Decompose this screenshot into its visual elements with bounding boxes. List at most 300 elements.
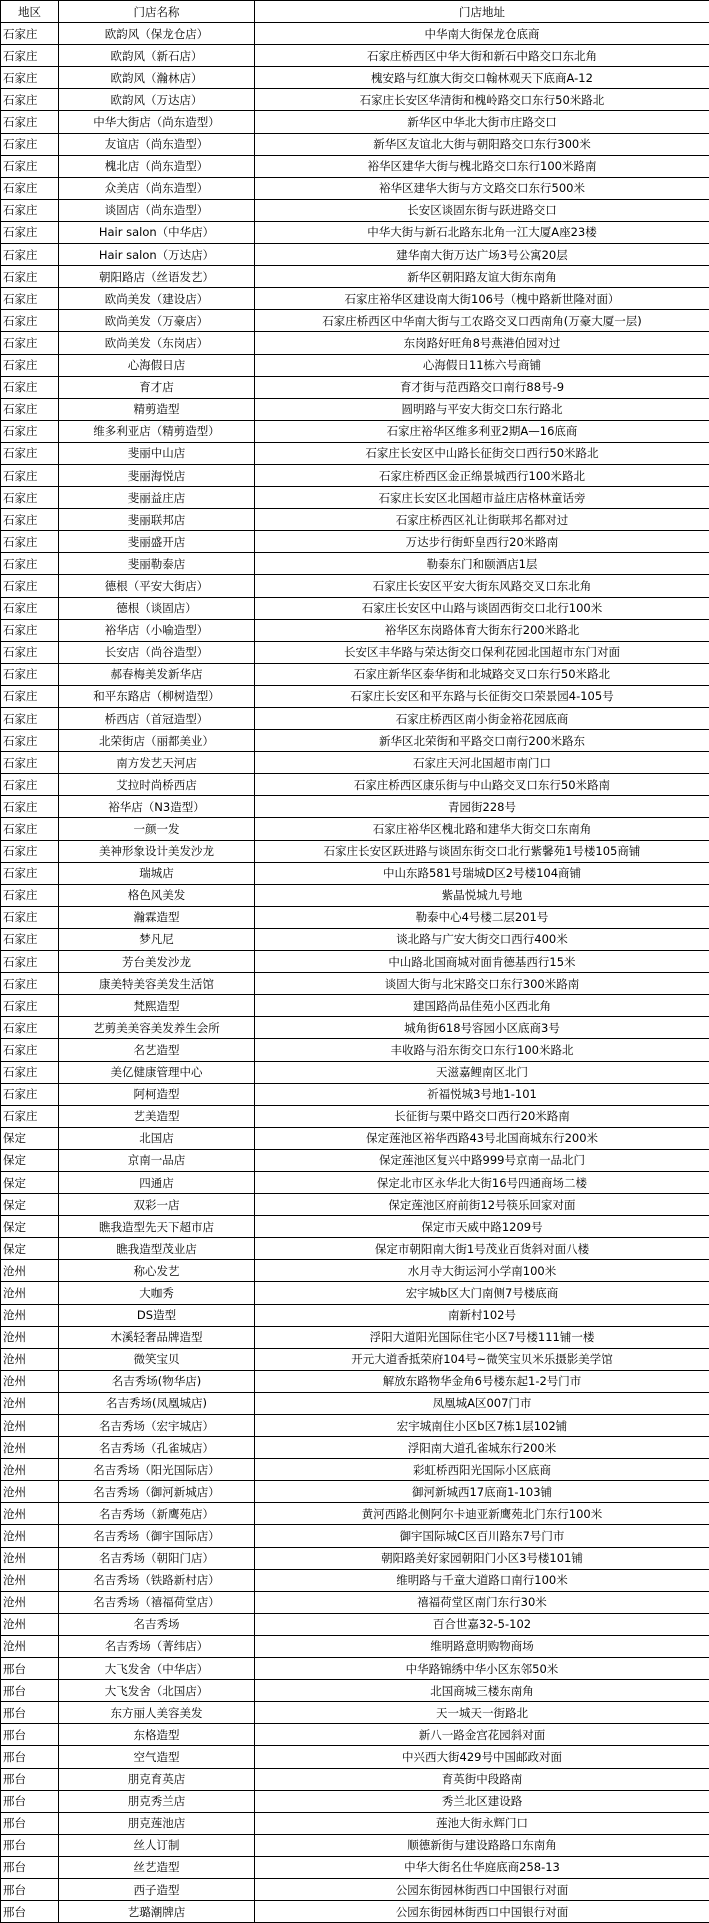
region-cell: 石家庄	[1, 67, 59, 89]
table-row	[1, 1569, 709, 1591]
store-name-cell: 斐丽盛开店	[59, 531, 255, 553]
store-name-cell: 大飞发舍（中华店）	[59, 1658, 255, 1680]
store-address-cell: 保定北市区永华北大街16号四通商场二楼	[255, 1171, 709, 1193]
store-address-cell: 长安区丰华路与荣达街交口保利花园北国超市东门对面	[255, 641, 709, 663]
table-row	[1, 1878, 709, 1900]
store-address-cell: 黄河西路北侧阿尔卡迪亚新鹰苑北门东行100米	[255, 1503, 709, 1525]
region-cell: 石家庄	[1, 288, 59, 310]
store-name-cell: 名吉秀场（宏宇城店）	[59, 1415, 255, 1437]
table-row	[1, 1127, 709, 1149]
store-name-cell: 名吉秀场（菁纬店）	[59, 1635, 255, 1657]
store-name-cell: 欧尚美发（建设店）	[59, 288, 255, 310]
region-cell: 石家庄	[1, 641, 59, 663]
store-address-cell: 保定市天威中路1209号	[255, 1216, 709, 1238]
store-address-cell: 中华路锦绣中华小区东邻50米	[255, 1658, 709, 1680]
store-name-cell: 称心发艺	[59, 1260, 255, 1282]
table-row	[1, 1437, 709, 1459]
region-cell: 石家庄	[1, 487, 59, 509]
store-address-cell: 莲池大街永辉门口	[255, 1812, 709, 1834]
region-cell: 石家庄	[1, 973, 59, 995]
table-row	[1, 23, 709, 45]
region-cell: 邢台	[1, 1680, 59, 1702]
store-address-cell: 裕华区东岗路体育大街东行200米路北	[255, 619, 709, 641]
store-address-cell: 公园东街园林街西口中国银行对面	[255, 1878, 709, 1900]
store-name-cell: 名吉秀场（御河新城店）	[59, 1481, 255, 1503]
store-address-cell: 南新村102号	[255, 1304, 709, 1326]
table-row	[1, 1724, 709, 1746]
store-name-cell: DS造型	[59, 1304, 255, 1326]
region-cell: 石家庄	[1, 177, 59, 199]
store-name-cell: 西子造型	[59, 1878, 255, 1900]
table-row	[1, 464, 709, 486]
store-address-cell: 解放东路物华金角6号楼东起1-2号门市	[255, 1370, 709, 1392]
store-name-cell: 德根（平安大街店）	[59, 575, 255, 597]
region-cell: 石家庄	[1, 597, 59, 619]
store-name-cell: 京南一品店	[59, 1149, 255, 1171]
store-address-cell: 建国路尚品佳苑小区西北角	[255, 995, 709, 1017]
region-cell: 沧州	[1, 1370, 59, 1392]
region-cell: 石家庄	[1, 840, 59, 862]
store-name-cell: 斐丽益庄店	[59, 487, 255, 509]
table-row	[1, 1459, 709, 1481]
region-cell: 石家庄	[1, 730, 59, 752]
store-name-cell: 斐丽勒泰店	[59, 553, 255, 575]
table-row	[1, 1149, 709, 1171]
region-cell: 保定	[1, 1149, 59, 1171]
table-row	[1, 1790, 709, 1812]
store-name-cell: 裕华店（小喻造型）	[59, 619, 255, 641]
table-row	[1, 442, 709, 464]
table-row	[1, 1702, 709, 1724]
region-cell: 邢台	[1, 1746, 59, 1768]
header-store-name: 门店名称	[59, 1, 255, 23]
table-row	[1, 1768, 709, 1790]
table-row	[1, 1282, 709, 1304]
store-name-cell: 名吉秀场(物华店)	[59, 1370, 255, 1392]
region-cell: 石家庄	[1, 89, 59, 111]
store-address-cell: 新华区北荣街和平路交口南行200米路东	[255, 730, 709, 752]
table-row	[1, 1083, 709, 1105]
table-row	[1, 928, 709, 950]
region-cell: 石家庄	[1, 1083, 59, 1105]
table-row	[1, 1547, 709, 1569]
store-address-cell: 朝阳路美好家园朝阳门小区3号楼101铺	[255, 1547, 709, 1569]
store-name-cell: 和平东路店（柳树造型）	[59, 685, 255, 707]
table-row	[1, 995, 709, 1017]
table-row	[1, 199, 709, 221]
store-name-cell: 瑞城店	[59, 862, 255, 884]
region-cell: 石家庄	[1, 45, 59, 67]
store-name-cell: 名吉秀场（御宇国际店）	[59, 1525, 255, 1547]
table-row	[1, 1415, 709, 1437]
store-address-cell: 石家庄长安区跃进路与谈固东街交口北行紫馨苑1号楼105商铺	[255, 840, 709, 862]
region-cell: 沧州	[1, 1481, 59, 1503]
store-name-cell: 德根（谈固店）	[59, 597, 255, 619]
region-cell: 石家庄	[1, 906, 59, 928]
table-row	[1, 155, 709, 177]
region-cell: 邢台	[1, 1901, 59, 1923]
table-row	[1, 1901, 709, 1923]
store-name-cell: 中华大街店（尚东造型）	[59, 111, 255, 133]
table-row	[1, 266, 709, 288]
store-name-cell: 谈固店（尚东造型）	[59, 199, 255, 221]
region-cell: 石家庄	[1, 1061, 59, 1083]
store-address-cell: 维明路与千童大道路口南行100米	[255, 1569, 709, 1591]
table-row	[1, 597, 709, 619]
region-cell: 石家庄	[1, 553, 59, 575]
region-cell: 石家庄	[1, 155, 59, 177]
store-address-cell: 秀兰北区建设路	[255, 1790, 709, 1812]
store-name-cell: 名吉秀场（孔雀城店）	[59, 1437, 255, 1459]
store-address-cell: 长征街与栗中路交口西行20米路南	[255, 1105, 709, 1127]
store-address-cell: 石家庄长安区中山路长征街交口西行50米路北	[255, 442, 709, 464]
region-cell: 石家庄	[1, 332, 59, 354]
region-cell: 石家庄	[1, 420, 59, 442]
table-row	[1, 1658, 709, 1680]
table-row	[1, 840, 709, 862]
store-address-cell: 青园街228号	[255, 796, 709, 818]
region-cell: 石家庄	[1, 995, 59, 1017]
store-name-cell: 美神形象设计美发沙龙	[59, 840, 255, 862]
store-address-cell: 中山东路581号瑞城D区2号楼104商铺	[255, 862, 709, 884]
store-address-cell: 禧福荷堂区南门东行30米	[255, 1591, 709, 1613]
region-cell: 沧州	[1, 1525, 59, 1547]
store-address-cell: 石家庄裕华区维多利亚2期A—16底商	[255, 420, 709, 442]
store-name-cell: 瞧我造型先天下超市店	[59, 1216, 255, 1238]
region-cell: 沧州	[1, 1348, 59, 1370]
region-cell: 石家庄	[1, 509, 59, 531]
store-address-cell: 石家庄桥西区金正绵景城西行100米路北	[255, 464, 709, 486]
table-row	[1, 1525, 709, 1547]
region-cell: 石家庄	[1, 818, 59, 840]
region-cell: 邢台	[1, 1702, 59, 1724]
store-name-cell: 欧韵风（新石店）	[59, 45, 255, 67]
region-cell: 石家庄	[1, 1017, 59, 1039]
region-cell: 邢台	[1, 1834, 59, 1856]
store-name-cell: 名吉秀场	[59, 1613, 255, 1635]
region-cell: 石家庄	[1, 442, 59, 464]
table-row	[1, 730, 709, 752]
table-row	[1, 1392, 709, 1414]
table-row	[1, 67, 709, 89]
table-row	[1, 1613, 709, 1635]
table-row	[1, 354, 709, 376]
table-row	[1, 1746, 709, 1768]
table-row	[1, 708, 709, 730]
table-row	[1, 45, 709, 67]
region-cell: 沧州	[1, 1304, 59, 1326]
store-name-cell: 名吉秀场(凤凰城店)	[59, 1392, 255, 1414]
store-name-cell: 众美店（尚东造型）	[59, 177, 255, 199]
region-cell: 沧州	[1, 1415, 59, 1437]
store-address-cell: 建华南大街万达广场3号公寓20层	[255, 244, 709, 266]
region-cell: 石家庄	[1, 111, 59, 133]
store-address-cell: 紫晶悦城九号地	[255, 884, 709, 906]
store-address-cell: 石家庄长安区中山路与谈固西街交口北行100米	[255, 597, 709, 619]
table-row	[1, 619, 709, 641]
region-cell: 石家庄	[1, 685, 59, 707]
store-name-cell: 欧韵风（瀚林店）	[59, 67, 255, 89]
table-row	[1, 531, 709, 553]
store-name-cell: 南方发艺天河店	[59, 752, 255, 774]
store-name-cell: 精剪造型	[59, 398, 255, 420]
region-cell: 沧州	[1, 1591, 59, 1613]
table-row	[1, 1171, 709, 1193]
table-row	[1, 509, 709, 531]
store-address-cell: 石家庄桥西区中华大街和新石中路交口东北角	[255, 45, 709, 67]
store-name-cell: 名吉秀场（铁路新村店）	[59, 1569, 255, 1591]
store-name-cell: 艺剪美美容美发养生会所	[59, 1017, 255, 1039]
store-name-cell: 名艺造型	[59, 1039, 255, 1061]
region-cell: 保定	[1, 1171, 59, 1193]
table-row	[1, 1194, 709, 1216]
store-address-cell: 谈北路与广安大街交口西行400米	[255, 928, 709, 950]
store-name-cell: 木溪轻奢品牌造型	[59, 1326, 255, 1348]
table-row	[1, 221, 709, 243]
region-cell: 沧州	[1, 1437, 59, 1459]
region-cell: 沧州	[1, 1326, 59, 1348]
region-cell: 沧州	[1, 1392, 59, 1414]
store-name-cell: 瞧我造型茂业店	[59, 1238, 255, 1260]
store-address-cell: 新华区中华北大街市庄路交口	[255, 111, 709, 133]
table-row	[1, 752, 709, 774]
store-name-cell: 朋克秀兰店	[59, 1790, 255, 1812]
store-address-cell: 新华区友谊北大街与朝阳路交口东行300米	[255, 133, 709, 155]
store-name-cell: 斐丽联邦店	[59, 509, 255, 531]
store-address-cell: 谈固大街与北宋路交口东行300米路南	[255, 973, 709, 995]
table-row	[1, 1481, 709, 1503]
store-address-cell: 中兴西大街429号中国邮政对面	[255, 1746, 709, 1768]
store-name-cell: 微笑宝贝	[59, 1348, 255, 1370]
store-name-cell: 斐丽中山店	[59, 442, 255, 464]
store-name-cell: 名吉秀场（朝阳门店）	[59, 1547, 255, 1569]
region-cell: 邢台	[1, 1724, 59, 1746]
store-address-cell: 裕华区建华大街与方文路交口东行500米	[255, 177, 709, 199]
store-address-cell: 保定莲池区府前街12号筷乐回家对面	[255, 1194, 709, 1216]
table-row	[1, 1503, 709, 1525]
store-name-cell: 大咖秀	[59, 1282, 255, 1304]
table-row	[1, 177, 709, 199]
store-name-cell: 郝春梅美发新华店	[59, 663, 255, 685]
table-row	[1, 1812, 709, 1834]
table-row	[1, 1017, 709, 1039]
store-address-cell: 维明路意明购物商场	[255, 1635, 709, 1657]
table-row	[1, 796, 709, 818]
table-row	[1, 973, 709, 995]
store-address-cell: 槐安路与红旗大街交口翰林观天下底商A-12	[255, 67, 709, 89]
store-address-cell: 保定莲池区裕华西路43号北国商城东行200米	[255, 1127, 709, 1149]
store-name-cell: 欧韵风（万达店）	[59, 89, 255, 111]
table-row	[1, 884, 709, 906]
region-cell: 石家庄	[1, 708, 59, 730]
store-address-cell: 石家庄桥西区南小街金裕花园底商	[255, 708, 709, 730]
store-name-cell: 东方丽人美容美发	[59, 1702, 255, 1724]
table-row	[1, 1039, 709, 1061]
store-name-cell: 一颜一发	[59, 818, 255, 840]
store-address-cell: 宏宇城南住小区b区7栋1层102铺	[255, 1415, 709, 1437]
region-cell: 沧州	[1, 1503, 59, 1525]
store-address-cell: 中华大街名仕华庭底商258-13	[255, 1856, 709, 1878]
region-cell: 石家庄	[1, 1039, 59, 1061]
store-name-cell: 欧尚美发（东岗店）	[59, 332, 255, 354]
store-address-cell: 长安区谈固东街与跃进路交口	[255, 199, 709, 221]
store-name-cell: 裕华店（N3造型）	[59, 796, 255, 818]
store-address-cell: 东岗路好旺角8号燕港伯园对过	[255, 332, 709, 354]
region-cell: 保定	[1, 1216, 59, 1238]
store-name-cell: 槐北店（尚东造型）	[59, 155, 255, 177]
region-cell: 保定	[1, 1238, 59, 1260]
store-name-cell: 心海假日店	[59, 354, 255, 376]
store-name-cell: 艺璐潮牌店	[59, 1901, 255, 1923]
table-row	[1, 1635, 709, 1657]
store-address-cell: 石家庄裕华区槐北路和建华大街交口东南角	[255, 818, 709, 840]
table-row	[1, 1370, 709, 1392]
region-cell: 石家庄	[1, 398, 59, 420]
region-cell: 石家庄	[1, 774, 59, 796]
region-cell: 沧州	[1, 1613, 59, 1635]
table-row	[1, 1326, 709, 1348]
store-address-cell: 万达步行街虾皇西行20米路南	[255, 531, 709, 553]
store-address-cell: 石家庄天河北国超市南门口	[255, 752, 709, 774]
store-name-cell: 四通店	[59, 1171, 255, 1193]
region-cell: 石家庄	[1, 244, 59, 266]
table-row	[1, 376, 709, 398]
store-address-cell: 心海假日11栋六号商铺	[255, 354, 709, 376]
store-name-cell: 北荣街店（丽都美业）	[59, 730, 255, 752]
store-name-cell: 欧韵风（保龙仓店）	[59, 23, 255, 45]
store-address-cell: 御河新城西17底商1-103铺	[255, 1481, 709, 1503]
region-cell: 石家庄	[1, 619, 59, 641]
store-name-cell: 大飞发舍（北国店）	[59, 1680, 255, 1702]
store-address-cell: 天滋嘉鲤南区北门	[255, 1061, 709, 1083]
table-row	[1, 575, 709, 597]
store-address-cell: 石家庄长安区平安大街东风路交叉口东北角	[255, 575, 709, 597]
region-cell: 石家庄	[1, 266, 59, 288]
region-cell: 石家庄	[1, 464, 59, 486]
region-cell: 沧州	[1, 1635, 59, 1657]
store-address-cell: 城角街618号容园小区底商3号	[255, 1017, 709, 1039]
region-cell: 石家庄	[1, 133, 59, 155]
store-address-cell: 顺德新街与建设路路口东南角	[255, 1834, 709, 1856]
store-name-cell: 北国店	[59, 1127, 255, 1149]
region-cell: 保定	[1, 1127, 59, 1149]
table-row	[1, 1680, 709, 1702]
store-address-cell: 浮阳南大道孔雀城东行200米	[255, 1437, 709, 1459]
store-name-cell: 名吉秀场（禧福荷堂店）	[59, 1591, 255, 1613]
table-row	[1, 862, 709, 884]
store-name-cell: 名吉秀场（阳光国际店）	[59, 1459, 255, 1481]
store-address-cell: 丰收路与沿东街交口东行100米路北	[255, 1039, 709, 1061]
store-address-cell: 石家庄裕华区建设南大街106号（槐中路新世隆对面）	[255, 288, 709, 310]
region-cell: 邢台	[1, 1658, 59, 1680]
table-header-row	[1, 1, 709, 23]
region-cell: 沧州	[1, 1260, 59, 1282]
table-row	[1, 398, 709, 420]
store-address-cell: 圆明路与平安大街交口东行路北	[255, 398, 709, 420]
store-address-cell: 中华大街与新石北路东北角一江大厦A座23楼	[255, 221, 709, 243]
region-cell: 石家庄	[1, 376, 59, 398]
store-address-cell: 石家庄新华区泰华街和北城路交叉口东行50米路北	[255, 663, 709, 685]
store-address-cell: 中华南大街保龙仓底商	[255, 23, 709, 45]
region-cell: 石家庄	[1, 884, 59, 906]
region-cell: 石家庄	[1, 23, 59, 45]
region-cell: 沧州	[1, 1547, 59, 1569]
table-row	[1, 111, 709, 133]
region-cell: 石家庄	[1, 354, 59, 376]
region-cell: 石家庄	[1, 310, 59, 332]
store-name-cell: 斐丽海悦店	[59, 464, 255, 486]
table-row	[1, 133, 709, 155]
region-cell: 石家庄	[1, 796, 59, 818]
store-address-cell: 勒泰中心4号楼二层201号	[255, 906, 709, 928]
store-address-cell: 育才街与范西路交口南行88号-9	[255, 376, 709, 398]
table-row	[1, 310, 709, 332]
store-name-cell: 艾拉时尚桥西店	[59, 774, 255, 796]
store-name-cell: 朋克莲池店	[59, 1812, 255, 1834]
store-name-cell: Hair salon（中华店）	[59, 221, 255, 243]
store-name-cell: 维多利亚店（精剪造型）	[59, 420, 255, 442]
region-cell: 邢台	[1, 1768, 59, 1790]
table-row	[1, 487, 709, 509]
store-address-cell: 中山路北国商城对面肯德基西行15米	[255, 951, 709, 973]
region-cell: 石家庄	[1, 199, 59, 221]
table-row	[1, 818, 709, 840]
store-name-cell: 美亿健康管理中心	[59, 1061, 255, 1083]
store-address-cell: 新华区朝阳路友谊大街东南角	[255, 266, 709, 288]
store-name-cell: Hair salon（万达店）	[59, 244, 255, 266]
store-address-cell: 育英街中段路南	[255, 1768, 709, 1790]
store-address-cell: 石家庄长安区华清街和槐岭路交口东行50米路北	[255, 89, 709, 111]
store-name-cell: 阿柯造型	[59, 1083, 255, 1105]
table-row	[1, 685, 709, 707]
store-address-cell: 祈福悦城3号地1-101	[255, 1083, 709, 1105]
table-row	[1, 244, 709, 266]
store-address-cell: 新八一路金宫花园斜对面	[255, 1724, 709, 1746]
store-address-cell: 石家庄长安区和平东路与长征街交口荣景园4-105号	[255, 685, 709, 707]
table-row	[1, 1856, 709, 1878]
table-row	[1, 1591, 709, 1613]
region-cell: 邢台	[1, 1790, 59, 1812]
table-row	[1, 774, 709, 796]
store-address-cell: 勒泰东门和颐酒店1层	[255, 553, 709, 575]
region-cell: 石家庄	[1, 752, 59, 774]
region-cell: 邢台	[1, 1812, 59, 1834]
store-name-cell: 康美特美容美发生活馆	[59, 973, 255, 995]
region-cell: 沧州	[1, 1459, 59, 1481]
table-row	[1, 906, 709, 928]
store-address-cell: 凤凰城A区007门市	[255, 1392, 709, 1414]
store-name-cell: 名吉秀场（新鹰苑店）	[59, 1503, 255, 1525]
store-name-cell: 育才店	[59, 376, 255, 398]
table-row	[1, 1260, 709, 1282]
store-address-cell: 公园东街园林街西口中国银行对面	[255, 1901, 709, 1923]
region-cell: 石家庄	[1, 862, 59, 884]
store-address-cell: 浮阳大道阳光国际住宅小区7号楼111铺一楼	[255, 1326, 709, 1348]
table-row	[1, 663, 709, 685]
region-cell: 石家庄	[1, 928, 59, 950]
store-name-cell: 艺美造型	[59, 1105, 255, 1127]
region-cell: 沧州	[1, 1569, 59, 1591]
region-cell: 沧州	[1, 1282, 59, 1304]
store-name-cell: 友谊店（尚东造型）	[59, 133, 255, 155]
table-row	[1, 1238, 709, 1260]
header-region: 地区	[1, 1, 59, 23]
table-row	[1, 1348, 709, 1370]
region-cell: 保定	[1, 1194, 59, 1216]
store-address-cell: 石家庄桥西区礼让街联邦名都对过	[255, 509, 709, 531]
store-name-cell: 长安店（尚谷造型）	[59, 641, 255, 663]
store-name-cell: 梦凡尼	[59, 928, 255, 950]
